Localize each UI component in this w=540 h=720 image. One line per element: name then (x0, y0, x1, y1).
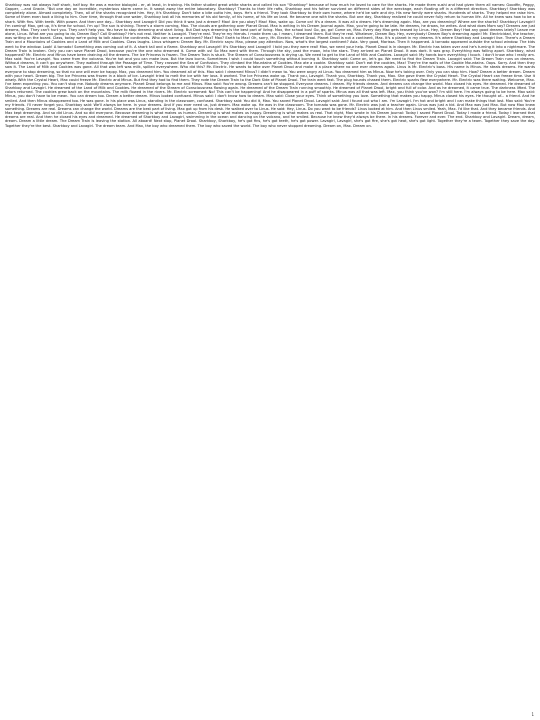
story-paragraph: Sharkboy, Sharkboy, he's got fins, he's got teeth, he's got power. Lavagirl, Lavagirl, she's got fire, she's got heat, she's got light. Together they're a team. Together they save the day. Together they're the best. Sharkboy and Lavagirl. The dream team. And Max, the boy who dreamed them. The boy who saved the world. The boy who never stopped dreaming. Dream on, Max. Dream on. (5, 119, 535, 128)
page-number: 1 (531, 712, 534, 717)
story-paragraph: Max closed his eyes. He dreamed. He dreamed of Sharkboy and Lavagirl. He dreamed of the Land of Milk and Cookies. He dreamed of the Stream of Consciousness flowing again. He dreamed of the Dream Train running smoothly. He dreamed of Planet Drool, bright and full of color. And as he dreamed, it came true. The darkness lifted. The colors returned. The cookies grew back on the mountains. The milk flowed in the rivers. Mr. Electric screamed: No! This can't be happening! And he disappeared in a puff of sparks. (5, 81, 535, 95)
story-paragraph: Sharkboy was not always half shark, half boy. He was a marine biologist - er, at least, in training. His father studied great white sharks and called his son "Sharkboy" because of how much he loved to care for the sharks. He made them sushi and had given them all names: Goodfin, Peggy, Gapper, ...and Gracie. "But one day an incredible, mysterious storm came in. It swept away the entire laboratory. Sharkboy! Thanks to their life rafts, Sharkboy and his father survived on different sides of the wreckage, each floating off in a different direction. Sharkboy! Sharkboy was completely alone. Almost completely. Then, all of the sharks recognized him. Hey, it's Sharkboy. Don't take a bite outta him, boys. He's a friend. They took Sharkboy to their own home, where he'd be safe and dry. His new family were sharks. Hundreds of sharks. They helped me raise him. Some of them even took a liking to him. Over time, through that one water, Sharkboy lost all his memories of his old family, of his home, of his life on land. He became one with the sharks. But one day, Sharkboy realized he could never fully return to human life. All he knew was how to be a shark. With fins. With teeth. With power. (5, 3, 535, 24)
story-paragraph: Sharkboy said: You did it, Max. You saved Planet Drool. Lavagirl said: And I found out who I am. I'm Lavagirl. I'm hot and bright and I can make things that last. Max said: You're my friends. I'll never forget you. Sharkboy said: We'll always be here. In your dreams. And if you ever need us, just dream. Max woke up. He was in the classroom. The tornado was gone. Mr. Electric was just a teacher again. Linus was just a kid. And Max was just Max. (5, 98, 535, 107)
story-paragraph: So Max went with them. Through the sky, past the moon, into the stars. They arrived on Planet Drool. It was dark. It was gray. Everything was falling apart. Sharkboy, what happened? Mr. Electric and Minus have been draining all the dreams. The Ice Princess is frozen. The Dream Train is stuck. The Stream of Consciousness is drying up. We need to get to the Land of Milk and Cookies. Lavagirl said: My hands burn everything I touch. I don't know who I really am. Max said: You're Lavagirl. You came from the volcano. You're hot and you can make lava. But the lava burns. Sometimes I wish I could touch something without burning it. (5, 48, 535, 62)
story-text-block (5, 3, 535, 715)
story-paragraph: Minus was all that was left. Max, you think you've won? I'm still here. I'm always going to be here. Max said: Minus, you don't have to be mean. You can dream too. Dream a better dream. Minus looked confused. Minus said: I don't know how to dream. Max said: Close your eyes. Think of something you love. Something that makes you happy. Minus closed his eyes. He thought of... a friend. And he smiled. And then Minus disappeared too. He was gone. In his place was Linus, standing in the classroom, confused. (5, 90, 535, 103)
story-paragraph: They rode the Dream Train to the Dark Side of Planet Drool. The train went fast. The plug hounds chased them. Electric sparks flew everywhere. Mr. Electric was there waiting. Welcome, Max. I've been expecting you. You can't stop me. Nobody dreams anymore. Planet Drool belongs to me and Minus. Max said: You're wrong. Dreams can't be stopped. Everyone dreams. I dream. My friends dream. And dreams can change the world. (5, 77, 535, 86)
story-paragraph: And then one day... Sharkboy and Lavagirl! Did you think it was just a dream? Max! Are you okay? Max! Max, wake up. Come on! It's a dream. It was all a dream. He's dreaming again. Max, are you dreaming? Where are the sharks? Sharkboy! Lavagirl! I'm coming! Max, get up, it's time for school. I'm up! The sun is shining. There's a storm coming, Max. The clouds are gathering over Planet Drool. Max is writing in his Dream Journal again. Max, you're going to be late. He dreams, he draws, he writes. And what does Mom say? Dreams are just dreams, Max. They can't hurt you. They can't help you. You have to stop dreaming and start living. But Dad says dreaming is the best part of living. (5, 19, 535, 32)
story-paragraph: The Ice Princess was frozen in a block of ice. Lavagirl tried to melt the ice with her lava. It worked. The Ice Princess woke up. Thank you, Lavagirl. Thank you, Sharkboy. Thank you, Max. She gave them the Crystal Heart. The Crystal Heart can freeze time. Use it wisely. With the Crystal Heart, Max could freeze Mr. Electric and Minus. But first they had to find them. (5, 73, 535, 82)
story-paragraph: Then it happened. A tornado appeared outside the school window. The kids went to the window. Look! A tornado! Something was coming out of it. A shark tail and a flame. Sharkboy and Lavagirl! It's Sharkboy and Lavagirl! I told you they were real! Max, we need your help. Planet Drool is in danger. Mr. Electric has taken over and he's turning it into a nightmare. The Dream Train is broken. Only you can save Planet Drool, because you're the one who dreamed it. Come with us! (5, 40, 535, 53)
story-paragraph: Max, the school bus! Go, go, go! Come on, Max. Every day Max gets teased by Linus. Hey, Dream Boy! Had any good dreams lately? Leave me alone, Linus. What are you going to do, Dream Boy? Call Sharkboy? He's not real. Neither is Lavagirl. They're real. They're my friends. I made them up. I mean, I dreamed them. But they're real. Whatever, Dream Boy. Hey, everybody! Dream Boy's dreaming again! (5, 27, 535, 37)
story-paragraph: That night, Max wrote in his Dream Journal: Today I saved Planet Drool. Today I made a friend. Today I learned that dreams are real. And then he closed his eyes and dreamed. He dreamed of Sharkboy and Lavagirl, swimming in the ocean and dancing on the volcano, and he smiled. Because he knew they'd always be there. In his dreams. Forever and ever. The end. Sharkboy and Lavagirl. Dream, dream, dream. Dream a little dream. The Dream Train is leaving the station. All aboard! Next stop, Planet Drool. (5, 111, 535, 124)
story-paragraph: Sharkboy said: Come on, let's go. We need to find the Dream Train. Lavagirl said: The Dream Train runs on dreams. Without dreams, it can't go anywhere. They walked through the Passage of Time. They crossed the Sea of Confusion. They climbed the Mountains of Cookies. Max ate a cookie. Sharkboy said: Don't eat the cookies, Max! They're the walls of the Cookie Mountains. Oops. Sorry. And then they saw it. The Land of Milk and Cookies was gone. All that was left was milk, spilled everywhere. Who did this? Mr. Electric. He wants to take over Planet Drool and make it a place where no one ever dreams again. (5, 57, 535, 70)
story-paragraph: Linus is Mr. Electric's boss. His name is Minus. He steals dreams. He wants everyone to stop dreaming, so that no one will ever be happy. Max, you dreamed him. You dreamed all of this. Max said: I dreamed Minus? I didn't mean to. You were angry at Linus. You dreamed him as Minus. Now he's taking over. Only you can stop him. How? Dream a better dream. Dream with your heart. Dream big. (5, 65, 535, 78)
story-paragraph: Mr. Electricidad, the teacher, was writing on the board. Class, today we're going to talk about the continents. Who can name a continent? Max? Max? Earth to Max! Oh, sorry, Mr. Electric. Planet Drool. Planet Drool is not a continent, Max. It's a planet in my dreams. It's where Sharkboy and Lavagirl live. There's a Dream Train and a Mountains of Cookies and a Land of Milk and Cookies. Class laughs. Linus whispers: Dream Boy. Mr. Electric says: Max, please pay attention. Now, what's the largest continent? Asia. Very good, Marissa. (5, 32, 535, 45)
story-paragraph: But now Max knew something. Dreams are real. Dreams can change the world. Dreams are the best part of living. Max got up from his desk. He walked over to Linus. He said: Hey, Linus. Do you want to be friends? Linus looked at him. And then Linus smiled. Yeah, Max. I'd like that. And they became friends. And Max kept dreaming. And so did Linus. And so did everyone. Because dreaming is what makes us human. Dreaming is what makes us happy. Dreaming is what makes us real. (5, 102, 535, 116)
